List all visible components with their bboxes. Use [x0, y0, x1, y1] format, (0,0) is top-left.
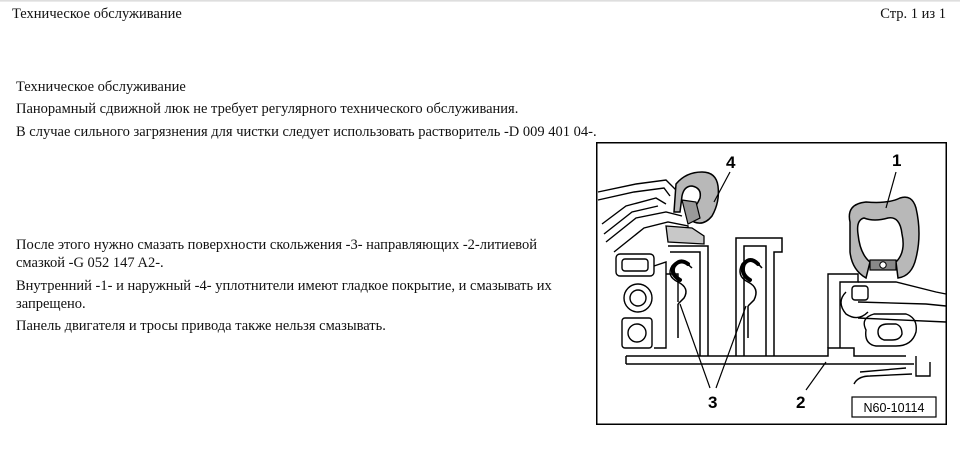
paragraph-maintenance: Панорамный сдвижной люк не требует регулярного технического обслуживания. [16, 101, 519, 117]
callout-1: 1 [892, 151, 902, 170]
header-title: Техническое обслуживание [12, 6, 182, 22]
page-indicator: Стр. 1 из 1 [880, 6, 946, 22]
diagram-frame [597, 143, 947, 425]
callout-2: 2 [796, 393, 806, 412]
header-rule [0, 0, 960, 2]
sunroof-guide-rail-diagram [596, 142, 947, 425]
paragraph-lubrication: После этого нужно смазать поверхности скольжения -3- направляющих -2-литиевой смазкой -G 052 147 A2-. [16, 237, 538, 271]
paragraph-cleaning: В случае сильного загрязнения для чистки следует использовать растворитель -D 009 401 04-. [16, 124, 597, 140]
paragraph-seals: Внутренний -1- и наружный -4- уплотнители имеют гладкое покрытие, и смазывать их запрещено. [16, 278, 552, 312]
callout-3: 3 [708, 393, 718, 412]
paragraph-motor-panel: Панель двигателя и тросы привода также нельзя смазывать. [16, 318, 386, 334]
section-title: Техническое обслуживание [16, 79, 186, 95]
figure-code: N60-10114 [863, 401, 925, 415]
callout-4: 4 [726, 153, 736, 172]
page-header [0, 0, 960, 26]
